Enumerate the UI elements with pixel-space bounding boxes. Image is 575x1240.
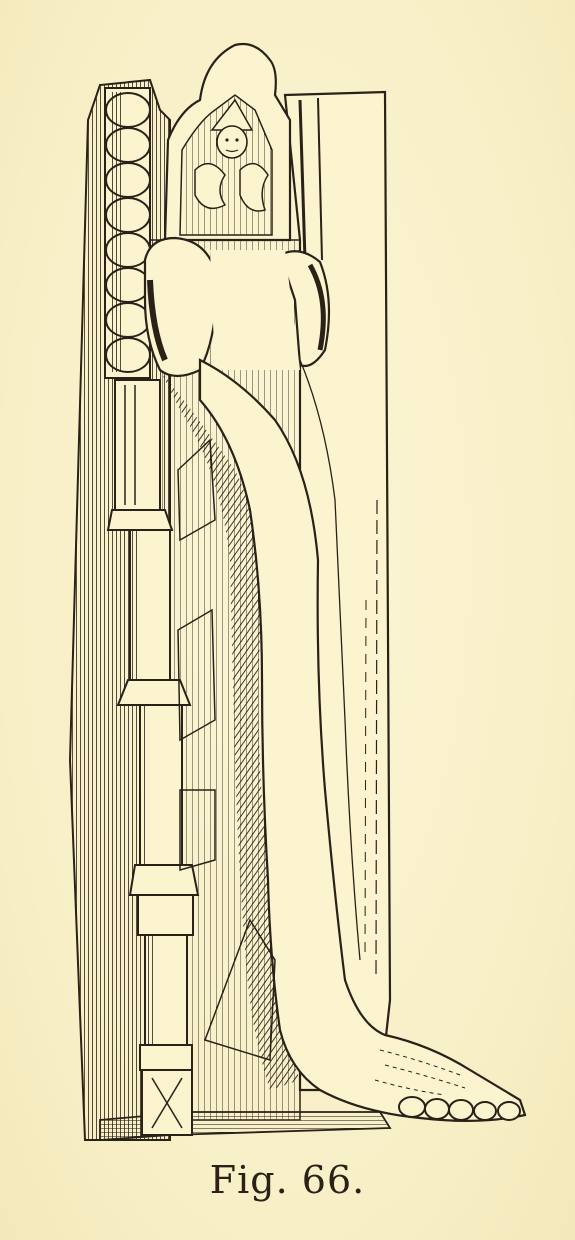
drapery-roll [145, 238, 329, 376]
carved-niche-head [165, 44, 290, 240]
figure-caption: Fig. 66. [209, 1158, 366, 1202]
beaded-molding [105, 88, 150, 378]
